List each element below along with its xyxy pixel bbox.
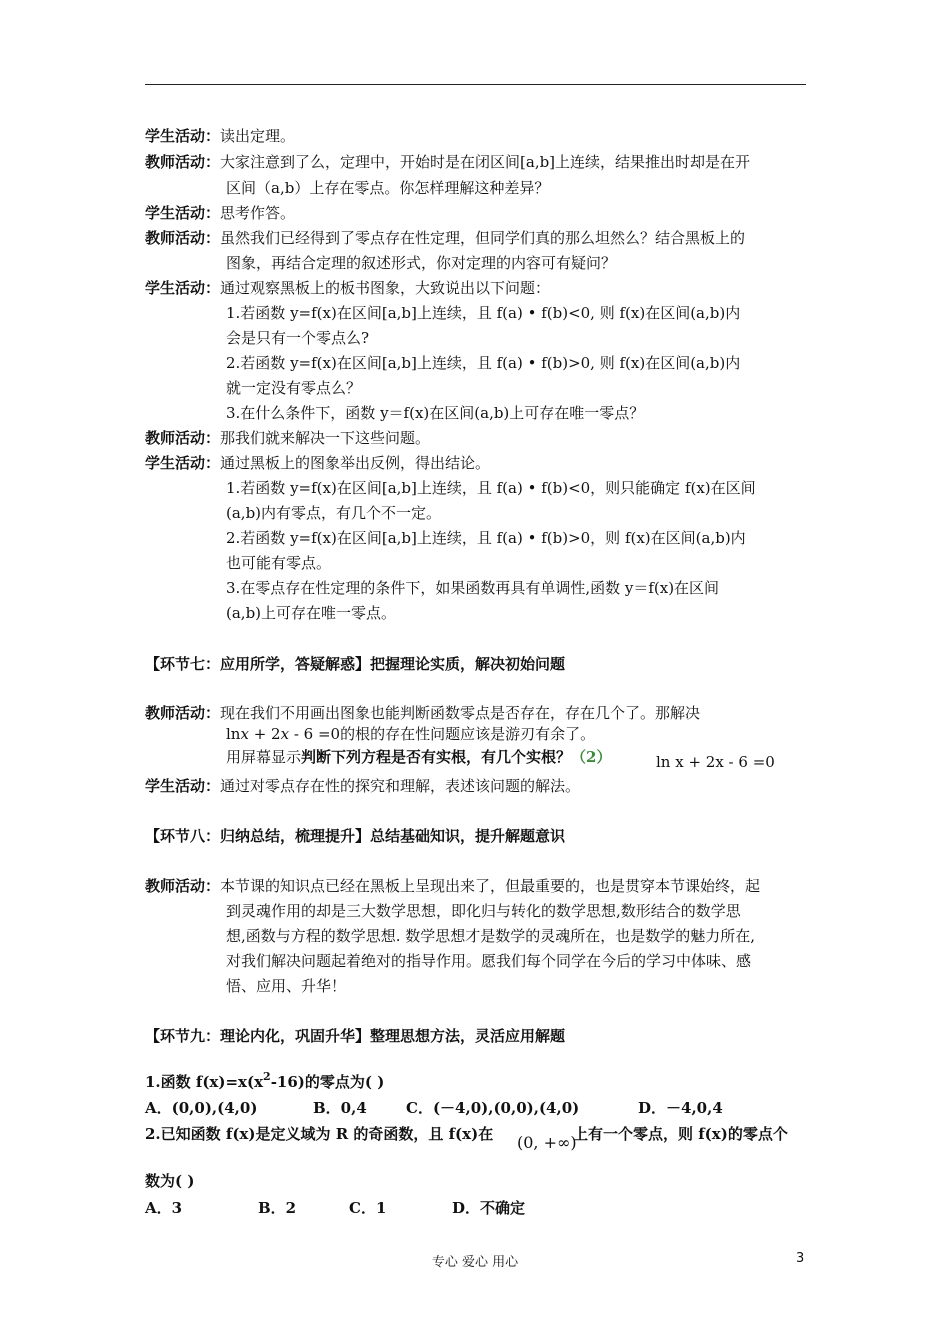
question-2-line-2: 数为( ) (145, 1172, 195, 1190)
line-text: 大家注意到了么，定理中，开始时是在闭区间[a,b]上连续，结果推出时却是在开 (220, 153, 751, 171)
question-1-option-b: B．0,4 (313, 1099, 367, 1117)
section-title-7: 【环节七：应用所学，答疑解惑】把握理论实质，解决初始问题 (145, 655, 566, 673)
question-2-option-a: A．3 (145, 1199, 183, 1217)
paragraph-line (145, 876, 760, 896)
page-number: 3 (796, 1251, 805, 1266)
paragraph-line (145, 776, 580, 796)
paragraph-line: 会是只有一个零点么? (226, 329, 370, 347)
line-text: 虽然我们已经得到了零点存在性定理，但同学们真的那么坦然么？结合黑板上的 (220, 229, 746, 247)
question-1-option-c: C．(－4,0),(0,0),(4,0) (406, 1099, 580, 1117)
paragraph-line: 图象，再结合定理的叙述形式，你对定理的内容可有疑问？ (226, 254, 617, 272)
line-text: 的根的存在性问题应该是游刃有余了。 (340, 725, 596, 743)
student-label: 学生活动： (145, 777, 221, 795)
teacher-label: 教师活动： (145, 877, 221, 895)
paragraph-line: 3.在零点存在性定理的条件下，如果函数再具有单调性,函数 y＝f(x)在区间 (226, 579, 720, 597)
paragraph-line (145, 152, 750, 172)
paragraph-line: 就一定没有零点么？ (226, 379, 362, 397)
paragraph-line: 1.若函数 y=f(x)在区间[a,b]上连续，且 f(a) • f(b)<0，则只能确定 f(x)在区间 (226, 479, 756, 497)
paragraph-line: 2.若函数 y=f(x)在区间[a,b]上连续，且 f(a) • f(b)>0, 则 f(x)在区间(a,b)内 (226, 354, 741, 372)
question-2-option-d: D．不确定 (452, 1199, 526, 1217)
question-1-option-d: D．－4,0,4 (638, 1099, 723, 1117)
line-text: 思考作答。 (220, 204, 296, 222)
paragraph-line: 对我们解决问题起着绝对的指导作用。愿我们每个同学在今后的学习中体味、感 (226, 952, 752, 970)
teacher-label: 教师活动： (145, 229, 221, 247)
line-text: 通过黑板上的图象举出反例，得出结论。 (220, 454, 491, 472)
paragraph-line (145, 126, 295, 146)
paragraph-line (145, 428, 430, 448)
paragraph-line: (a,b)上可存在唯一零点。 (226, 604, 397, 622)
paragraph-line: 2.若函数 y=f(x)在区间[a,b]上连续，且 f(a) • f(b)>0，则 f(x)在区间(a,b)内 (226, 529, 746, 547)
paragraph-line (145, 278, 550, 298)
line-text: 那我们就来解决一下这些问题。 (220, 429, 431, 447)
line-text: 读出定理。 (220, 127, 296, 145)
section-title-9: 【环节九：理论内化，巩固升华】整理思想方法，灵活应用解题 (145, 1027, 566, 1045)
question-2-cont: 上有一个零点，则 f(x)的零点个 (573, 1125, 788, 1143)
question-1: 1.函数 $f(x)=x(x^2-16)$的零点为( ) (145, 1070, 385, 1091)
question-2-option-c: C．1 (349, 1199, 387, 1217)
teacher-label: 教师活动： (145, 429, 221, 447)
line-text: 通过观察黑板上的板书图象，大致说出以下问题： (220, 279, 551, 297)
paragraph-line: 区间（a,b）上存在零点。你怎样理解这种差异？ (226, 179, 550, 197)
page-footer: 专心 爱心 用心 (431, 1255, 519, 1270)
teacher-label: 教师活动： (145, 153, 221, 171)
student-label: 学生活动： (145, 204, 221, 222)
paragraph-line: 想,函数与方程的数学思想. 数学思想才是数学的灵魂所在，也是数学的魅力所在, (226, 927, 756, 945)
student-label: 学生活动： (145, 454, 221, 472)
paragraph-line: 到灵魂作用的却是三大数学思想，即化归与转化的数学思想,数形结合的数学思 (226, 902, 741, 920)
paragraph-line (145, 453, 490, 473)
paragraph-line: 也可能有零点。 (226, 554, 332, 572)
line-text: 现在我们不用画出图象也能判断函数零点是否存在，存在几个了。那解决 (220, 704, 701, 722)
question-2-option-b: B．2 (258, 1199, 297, 1217)
student-label: 学生活动： (145, 279, 221, 297)
interval-notation: (0, +∞) (517, 1133, 577, 1152)
line-text: 通过对零点存在性的探究和理解，表述该问题的解法。 (220, 777, 581, 795)
equation: lnx + 2x - 6 =0 (226, 725, 341, 743)
question-2: 2.已知函数 f(x)是定义域为 R 的奇函数，且 f(x)在 (145, 1125, 494, 1143)
paragraph-line (145, 228, 745, 248)
paragraph-line: 3.在什么条件下，函数 y＝f(x)在区间(a,b)上可存在唯一零点？ (226, 404, 645, 422)
paragraph-line: 1.若函数 y=f(x)在区间[a,b]上连续，且 f(a) • f(b)<0, 则 f(x)在区间(a,b)内 (226, 304, 741, 322)
paragraph-line: (a,b)内有零点，有几个不一定。 (226, 504, 442, 522)
teacher-label: 教师活动： (145, 704, 221, 722)
line-text: 本节课的知识点已经在黑板上呈现出来了，但最重要的，也是贯穿本节课始终，起 (220, 877, 761, 895)
paragraph-line: 用屏幕显示判断下列方程是否有实根，有几个实根？（2） (226, 748, 612, 766)
paragraph-line: 悟、应用、升华！ (226, 977, 347, 995)
paragraph-line (145, 703, 700, 723)
paragraph-line (145, 203, 295, 223)
section-title-8: 【环节八：归纳总结，梳理提升】总结基础知识，提升解题意识 (145, 827, 566, 845)
question-1-option-a: A．(0,0),(4,0) (145, 1099, 258, 1117)
paragraph-line (226, 724, 595, 744)
student-label: 学生活动： (145, 127, 221, 145)
header-rule (145, 84, 806, 85)
equation-2: ln x + 2x - 6 =0 (656, 753, 775, 771)
